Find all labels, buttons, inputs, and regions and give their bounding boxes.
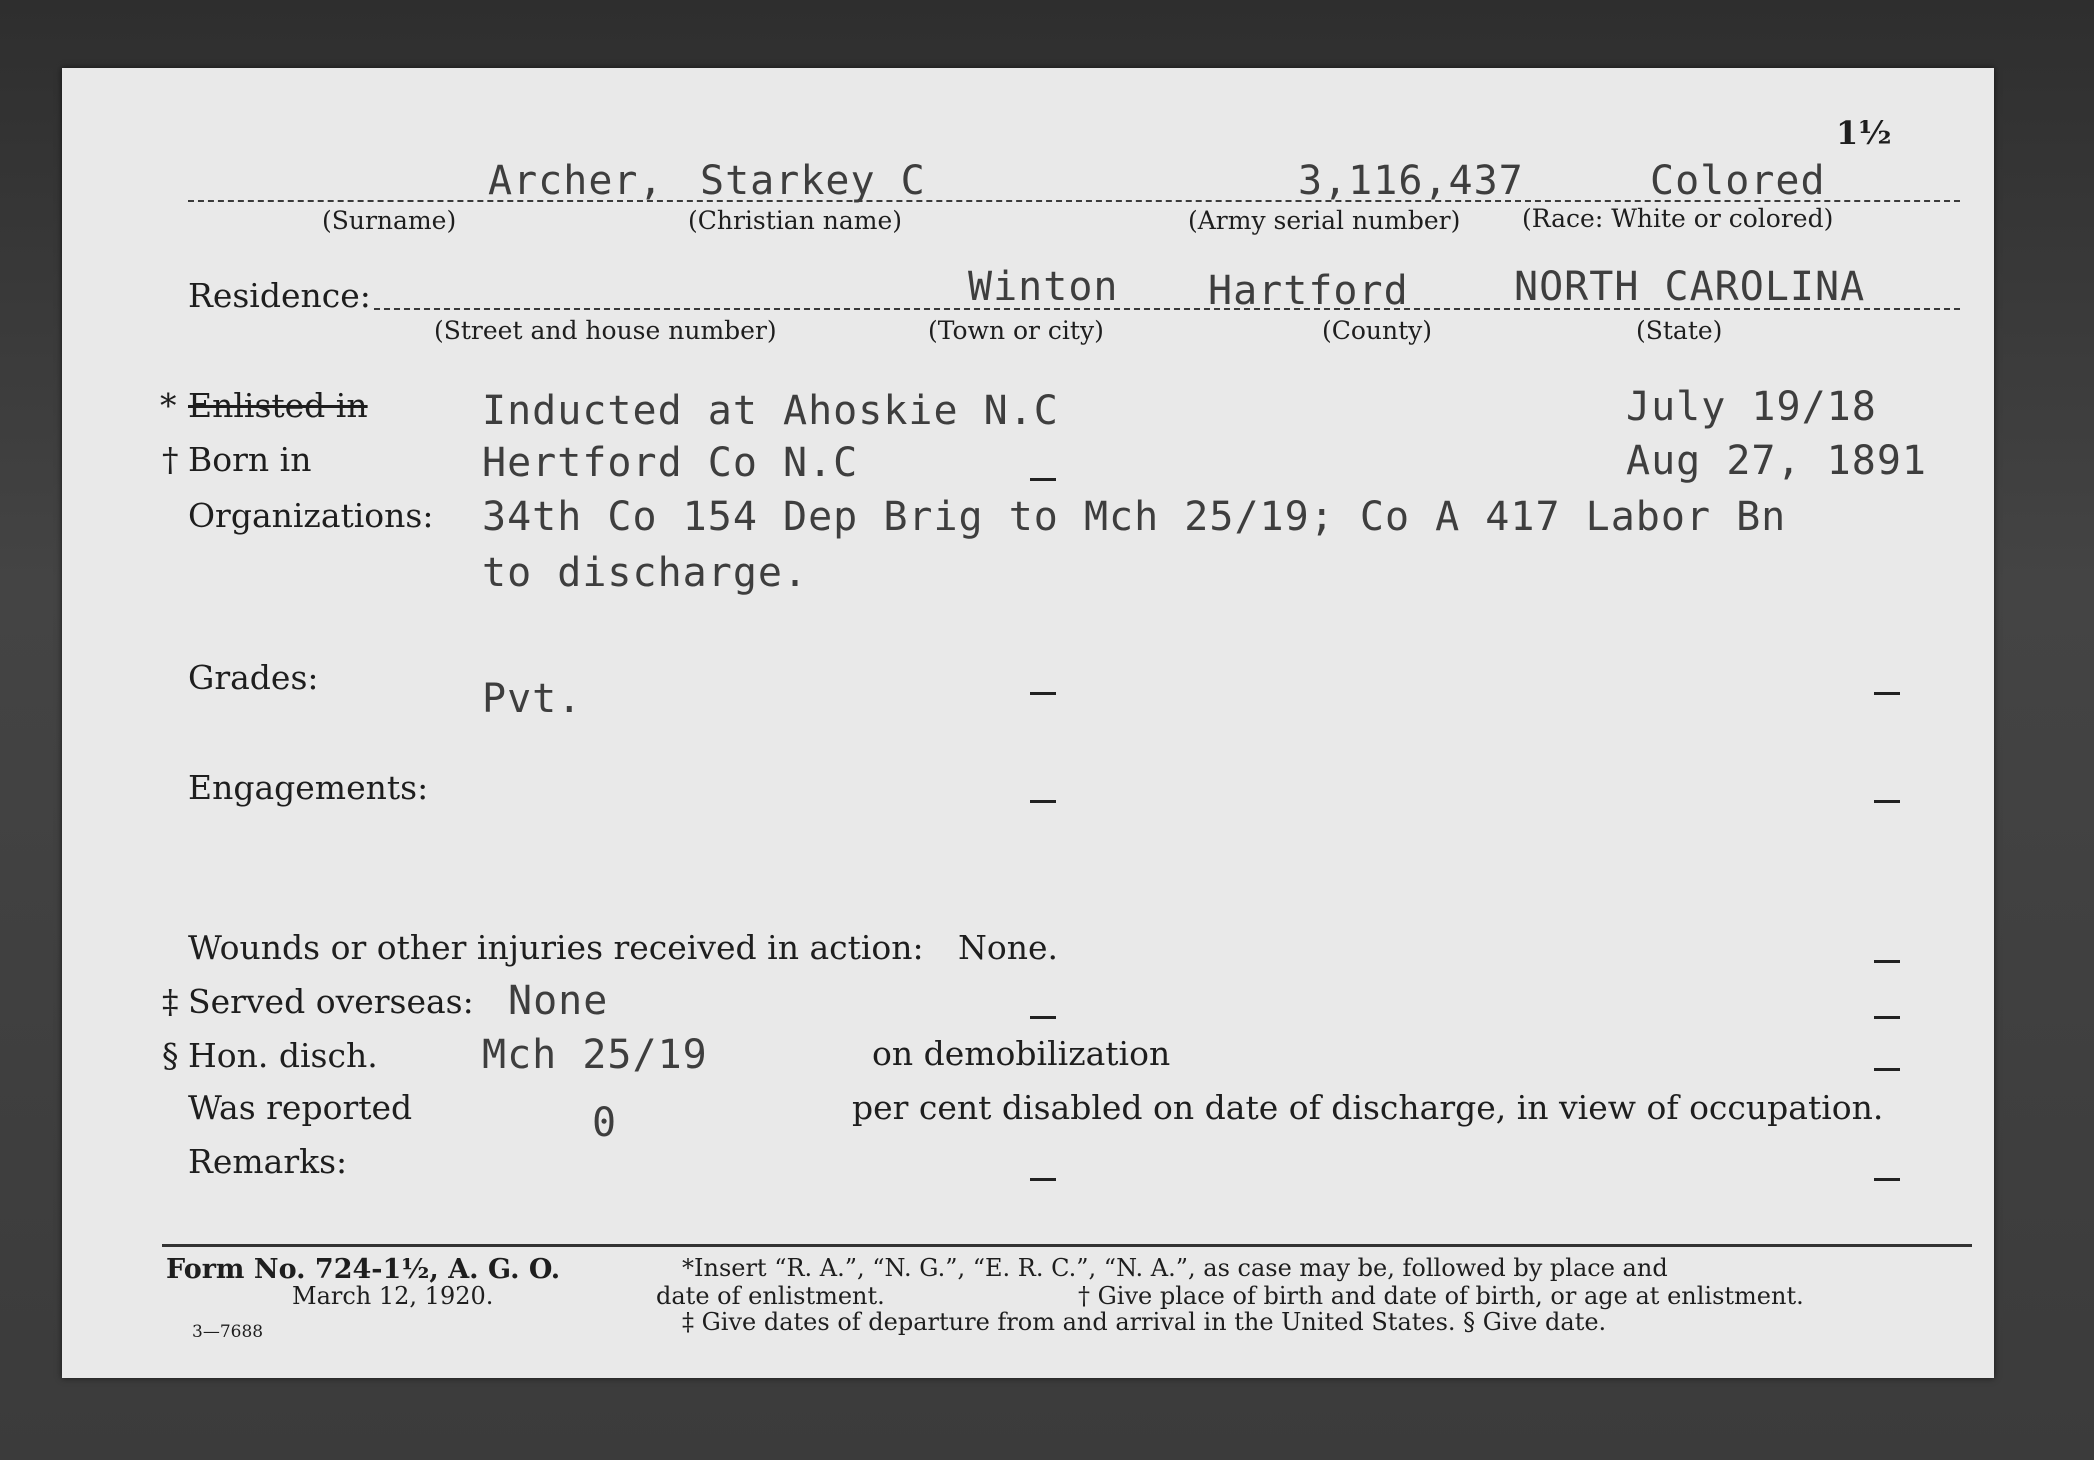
grades-value: Pvt. bbox=[482, 676, 583, 722]
street-caption: (Street and house number) bbox=[434, 316, 777, 345]
discharge-note: on demobilization bbox=[872, 1034, 1171, 1073]
organizations-line2: to discharge. bbox=[482, 550, 809, 596]
discharge-marker: § bbox=[162, 1036, 179, 1075]
engagements-dash-2 bbox=[1874, 800, 1900, 803]
christian-name-value: Starkey C bbox=[700, 158, 926, 204]
page-mark: 1½ bbox=[1836, 114, 1892, 152]
overseas-dash-2 bbox=[1874, 1016, 1900, 1019]
enlisted-label: Enlisted in bbox=[188, 386, 368, 425]
remarks-label: Remarks: bbox=[188, 1142, 348, 1181]
race-caption: (Race: White or colored) bbox=[1522, 204, 1834, 233]
discharge-label: Hon. disch. bbox=[188, 1036, 378, 1075]
discharge-value: Mch 25/19 bbox=[482, 1032, 708, 1078]
footer-rule bbox=[162, 1244, 1972, 1247]
enlisted-marker: * bbox=[160, 386, 177, 425]
form-number: Form No. 724-1½, A. G. O. bbox=[166, 1254, 561, 1285]
state-value: NORTH CAROLINA bbox=[1514, 264, 1866, 310]
footer-note-1: *Insert “R. A.”, “N. G.”, “E. R. C.”, “N. A.”, as case may be, followed by place and bbox=[682, 1254, 1668, 1282]
born-dash bbox=[1030, 478, 1056, 481]
enlisted-value: Inducted at Ahoskie N.C bbox=[482, 388, 1059, 434]
christian-caption: (Christian name) bbox=[688, 206, 903, 235]
organizations-line1: 34th Co 154 Dep Brig to Mch 25/19; Co A 417 Labor Bn bbox=[482, 494, 1787, 540]
footer-note-2b: † Give place of birth and date of birth, or age at enlistment. bbox=[1078, 1282, 1804, 1310]
surname-caption: (Surname) bbox=[322, 206, 457, 235]
print-code: 3—7688 bbox=[192, 1322, 264, 1342]
serial-caption: (Army serial number) bbox=[1188, 206, 1461, 235]
engagements-dash-1 bbox=[1030, 800, 1056, 803]
engagements-label: Engagements: bbox=[188, 768, 429, 807]
overseas-label: Served overseas: bbox=[188, 982, 474, 1021]
footer-note-2a: date of enlistment. bbox=[656, 1282, 885, 1310]
wounds-value: None. bbox=[958, 928, 1059, 967]
organizations-label: Organizations: bbox=[188, 496, 434, 535]
footer-note-3: ‡ Give dates of departure from and arrival in the United States. § Give date. bbox=[682, 1308, 1607, 1336]
remarks-dash-1 bbox=[1030, 1178, 1056, 1181]
reported-value: 0 bbox=[592, 1100, 618, 1146]
reported-note: per cent disabled on date of discharge, in view of occupation. bbox=[852, 1088, 1884, 1127]
overseas-value: None bbox=[508, 978, 609, 1024]
serial-number-value: 3,116,437 bbox=[1298, 158, 1524, 204]
county-caption: (County) bbox=[1322, 316, 1433, 345]
residence-rule bbox=[374, 308, 1960, 310]
race-value: Colored bbox=[1650, 158, 1826, 204]
town-caption: (Town or city) bbox=[928, 316, 1104, 345]
service-record-card bbox=[62, 68, 1994, 1378]
reported-label: Was reported bbox=[188, 1088, 413, 1127]
wounds-label: Wounds or other injuries received in action: bbox=[188, 928, 924, 967]
wounds-dash bbox=[1874, 960, 1900, 963]
overseas-dash-1 bbox=[1030, 1016, 1056, 1019]
state-caption: (State) bbox=[1636, 316, 1723, 345]
grades-dash-1 bbox=[1030, 692, 1056, 695]
born-marker: † bbox=[162, 440, 179, 479]
residence-label: Residence: bbox=[188, 276, 371, 315]
born-label: Born in bbox=[188, 440, 312, 479]
born-value: Hertford Co N.C bbox=[482, 440, 859, 486]
enlisted-date: July 19/18 bbox=[1626, 384, 1877, 430]
overseas-marker: ‡ bbox=[162, 982, 179, 1021]
form-date: March 12, 1920. bbox=[292, 1282, 494, 1310]
discharge-dash bbox=[1874, 1068, 1900, 1071]
grades-dash-2 bbox=[1874, 692, 1900, 695]
born-date: Aug 27, 1891 bbox=[1626, 438, 1927, 484]
surname-value: Archer, bbox=[488, 158, 664, 204]
county-value: Hartford bbox=[1208, 268, 1409, 314]
grades-label: Grades: bbox=[188, 658, 319, 697]
remarks-dash-2 bbox=[1874, 1178, 1900, 1181]
header-rule bbox=[188, 200, 1960, 202]
town-value: Winton bbox=[968, 264, 1119, 310]
